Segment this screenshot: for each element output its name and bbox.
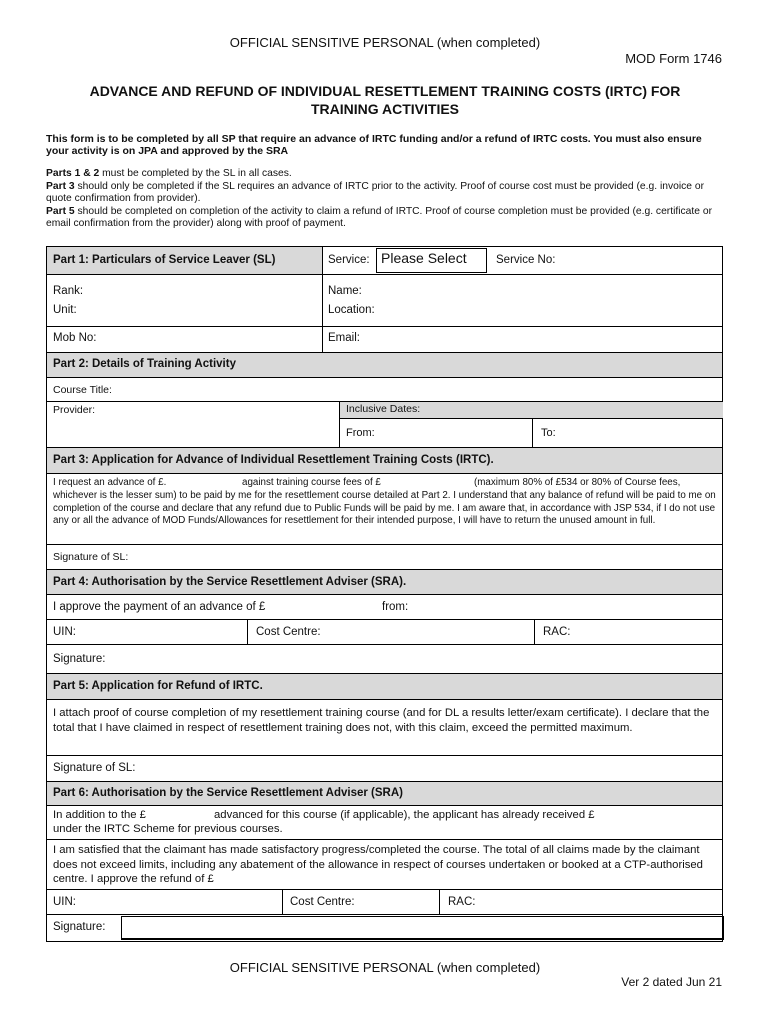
part4-signature-row — [47, 645, 722, 674]
mob-email-row — [47, 327, 722, 353]
sra-signature-label[interactable]: Signature: — [53, 653, 106, 665]
cost-centre-label[interactable]: Cost Centre: — [290, 896, 355, 908]
instruction-part-3 — [46, 181, 726, 206]
part3-body-row — [47, 474, 722, 545]
rank-label[interactable]: Rank: — [53, 285, 84, 297]
part2-heading: Part 2: Details of Training Activity — [53, 358, 236, 370]
advance-from-label[interactable]: from: — [382, 601, 409, 613]
course-title-row — [47, 378, 722, 402]
instruction-bold: Part 3 — [46, 180, 75, 192]
intro-text: This form is to be completed by all SP that require an advance of IRTC funding and/or a refund of IRTC costs. You must also ensure your activity is on JPA and approved by the SRA — [46, 133, 702, 157]
advance-request-text-c: (maximum 80% of £534 or 80% of Course fees, — [474, 477, 681, 488]
instruction-text: should be completed on completion of the activity to claim a refund of IRTC. Proof of course completion must be provided (e.g. certificate or email confirmation from the provider) along with proof of payment. — [46, 205, 713, 230]
course-title-label[interactable]: Course Title: — [53, 384, 112, 396]
rac-cell — [439, 890, 722, 914]
part6-signature-row — [47, 915, 722, 941]
part6-codes-row — [47, 890, 722, 915]
instruction-parts-1-2 — [46, 168, 726, 181]
part3-heading: Part 3: Application for Advance of Individual Resettlement Training Costs (IRTC). — [53, 454, 494, 466]
to-date-cell — [532, 418, 723, 447]
instruction-part-5 — [46, 206, 726, 231]
form-title-line1: ADVANCE AND REFUND OF INDIVIDUAL RESETTLEMENT TRAINING COSTS (IRTC) FOR — [89, 83, 681, 99]
to-date-label[interactable]: To: — [541, 427, 556, 439]
instruction-bold: Part 5 — [46, 205, 75, 217]
instruction-text: must be completed by the SL in all cases. — [99, 168, 292, 179]
part5-signature-row — [47, 756, 722, 782]
name-location-cell — [322, 275, 722, 326]
part1-heading-row — [47, 247, 722, 275]
security-marking-footer: OFFICIAL SENSITIVE PERSONAL (when completed) — [229, 960, 541, 975]
provider-label[interactable]: Provider: — [53, 404, 96, 416]
part3-signature-row — [47, 545, 722, 570]
provider-row — [47, 402, 722, 448]
refund-approval-row — [47, 840, 722, 890]
form-title-line2: TRAINING ACTIVITIES — [310, 101, 460, 117]
part4-heading-row — [47, 570, 722, 595]
mob-no-label[interactable]: Mob No: — [53, 332, 97, 344]
part4-heading: Part 4: Authorisation by the Service Resettlement Adviser (SRA). — [53, 576, 407, 588]
part5-body-row — [47, 700, 722, 756]
part6-heading: Part 6: Authorisation by the Service Resettlement Adviser (SRA) — [53, 787, 403, 799]
email-label[interactable]: Email: — [328, 332, 360, 344]
part5-heading: Part 5: Application for Refund of IRTC. — [53, 680, 263, 692]
inclusive-dates-header — [340, 402, 723, 419]
email-cell — [322, 327, 722, 352]
unit-label[interactable]: Unit: — [53, 304, 77, 316]
instruction-bold: Parts 1 & 2 — [46, 168, 100, 179]
addition-text-c: under the IRTC Scheme for previous courses. — [53, 823, 283, 835]
part4-codes-row — [47, 620, 722, 645]
advance-request-text-a: I request an advance of £. — [53, 477, 167, 488]
from-date-label[interactable]: From: — [346, 427, 375, 439]
sl-refund-signature-label[interactable]: Signature of SL: — [53, 762, 136, 774]
service-label: Service: — [328, 254, 370, 266]
signature-input[interactable] — [121, 916, 724, 940]
rank-unit-row — [47, 275, 722, 327]
service-cell — [322, 247, 722, 274]
part6-heading-row — [47, 782, 722, 806]
cost-centre-label[interactable]: Cost Centre: — [256, 626, 321, 638]
dates-cell — [339, 402, 722, 447]
sl-signature-label[interactable]: Signature of SL: — [53, 551, 129, 563]
advance-request-text-b: against training course fees of £ — [242, 477, 381, 488]
location-label[interactable]: Location: — [328, 304, 375, 316]
uin-label[interactable]: UIN: — [53, 626, 76, 638]
refund-approval-text: I am satisfied that the claimant has made satisfactory progress/completed the course. The total of all claims made by the claimant does not exceed limits, including any abatement of the allowance in respect of courses undertaken or booked at a CTP-authorised centre. I approve the refund of £ — [53, 844, 703, 885]
sra-refund-signature-label: Signature: — [53, 921, 106, 933]
inclusive-dates-label: Inclusive Dates: — [346, 403, 421, 415]
advance-declaration: whichever is the lesser sum) to be paid by me for the resettlement course detailed at Part 2. I understand that any balance of refund will be paid to me on completion of the course and declare that any refund due to Public Funds will be paid by me. I am aware that, in accordance with JSP 534, if I do not use any or all the advance of MOD Funds/Allowances for resettlement for their intended purpose, I will have to return the unused amount in full. — [53, 490, 716, 527]
instructions — [46, 168, 726, 231]
refund-declaration: I attach proof of course completion of my resettlement training course (and for DL a results letter/exam certificate). I declare that the total that I have claimed in respect of resettlement training does not, with this claim, exceed the permitted maximum. — [53, 707, 710, 734]
service-select[interactable]: Please Select — [376, 248, 487, 273]
cost-centre-cell — [282, 890, 439, 914]
part5-heading-row — [47, 674, 722, 700]
form-title — [40, 82, 730, 118]
form-number: MOD Form 1746 — [625, 51, 722, 66]
cost-centre-cell — [247, 620, 534, 644]
form-table — [46, 246, 723, 942]
part1-heading: Part 1: Particulars of Service Leaver (SL) — [53, 254, 276, 266]
rac-label[interactable]: RAC: — [543, 626, 571, 638]
name-label[interactable]: Name: — [328, 285, 362, 297]
addition-text-b: advanced for this course (if applicable), the applicant has already received £ — [214, 809, 595, 821]
rac-label[interactable]: RAC: — [448, 896, 476, 908]
rac-cell — [534, 620, 722, 644]
addition-text-a: In addition to the £ — [53, 809, 146, 821]
advance-approval-label[interactable]: I approve the payment of an advance of £ — [53, 601, 266, 613]
previous-advance-row — [47, 806, 722, 840]
instruction-text: should only be completed if the SL requires an advance of IRTC prior to the activity. Proof of course cost must be provided (e.g. invoice or quote confirmation from provider). — [46, 180, 705, 205]
part2-heading-row — [47, 353, 722, 378]
service-no-label: Service No: — [496, 254, 556, 266]
security-marking-header: OFFICIAL SENSITIVE PERSONAL (when completed) — [229, 35, 541, 50]
advance-approval-row — [47, 595, 722, 620]
version-label: Ver 2 dated Jun 21 — [621, 975, 722, 989]
uin-label[interactable]: UIN: — [53, 896, 76, 908]
part3-heading-row — [47, 448, 722, 474]
